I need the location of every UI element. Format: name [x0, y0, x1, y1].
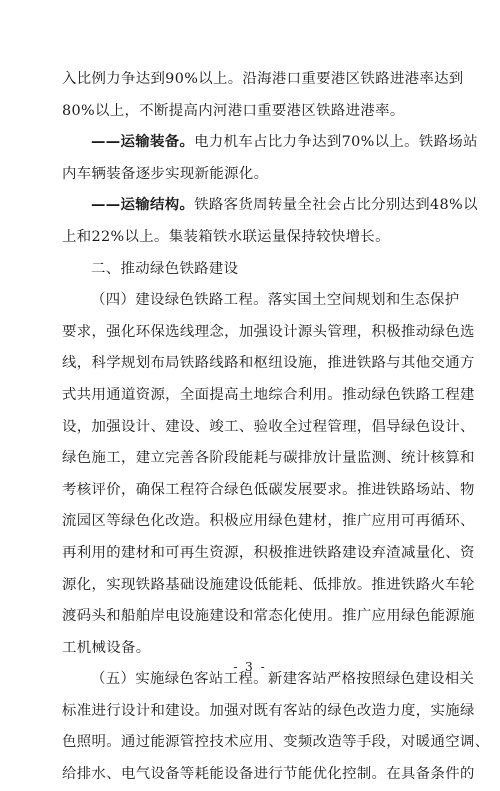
- text-line: 色照明。通过能源管控技术应用、变频改造等手段，对暖通空调、: [62, 734, 490, 751]
- text-segment: 新建客站严格按照绿色建设相关: [267, 671, 475, 688]
- text-line: 考核评价，确保工程符合绿色低碳发展要求。推进铁路场站、物: [62, 481, 475, 498]
- text-segment: 电力机车占比力争达到70%以上。铁路场站: [194, 134, 478, 151]
- paragraph-lead: （四）建设绿色铁路工程。: [91, 292, 268, 309]
- text-line: 渡码头和船舶岸电设施建设和常态化使用。推广应用绿色能源施: [62, 608, 475, 625]
- text-line: 内车辆装备逐步实现新能源化。: [62, 165, 269, 182]
- page-number: - 3 -: [233, 660, 267, 674]
- text-line: 80%以上，不断提高内河港口重要港区铁路进港率。: [62, 102, 405, 119]
- text-line: 上和22%以上。集装箱铁水联运量保持较快增长。: [62, 228, 390, 245]
- document-body: [62, 64, 490, 791]
- text-line: 工机械设备。: [62, 639, 151, 656]
- paragraph-lead: ——运输装备。: [91, 134, 195, 151]
- text-line: 线，科学规划布局铁路线路和枢纽设施，推进铁路与其他交通方: [62, 355, 475, 372]
- text-line: 流园区等绿色化改造。积极应用绿色建材，推广应用可再循环、: [62, 513, 475, 530]
- section-heading: 二、推动绿色铁路建设: [91, 260, 239, 277]
- paragraph-lead: ——运输结构。: [91, 197, 195, 214]
- text-line: 绿色施工，建立完善各阶段能耗与碳排放计量监测、统计核算和: [62, 450, 475, 467]
- text-line: 入比例力争达到90%以上。沿海港口重要港区铁路进港率达到: [62, 71, 464, 87]
- text-line: 给排水、电气设备等耗能设备进行节能优化控制。在具备条件的: [62, 766, 475, 783]
- paragraph-lead: （五）实施绿色客站工程。: [91, 671, 268, 688]
- text-segment: 铁路客货周转量全社会占比分别达到48%以: [194, 197, 478, 214]
- text-line: 再利用的建材和可再生资源，积极推进铁路建设弃渣减量化、资: [62, 544, 475, 561]
- text-segment: 落实国土空间规划和生态保护: [267, 292, 460, 309]
- text-line: 要求，强化环保选线理念，加强设计源头管理，积极推动绿色选: [62, 323, 475, 340]
- text-line: 式共用通道资源，全面提高土地综合利用。推动绿色铁路工程建: [62, 386, 475, 403]
- text-line: 设，加强设计、建设、竣工、验收全过程管理，倡导绿色设计、: [62, 418, 475, 435]
- paragraph-transport-equipment: [62, 127, 478, 159]
- paragraph-green-railway: [62, 285, 460, 317]
- paragraph-transport-structure: [62, 190, 478, 222]
- text-line: 标准进行设计和建设。加强对既有客站的绿色改造力度，实施绿: [62, 702, 475, 719]
- text-line: 源化，实现铁路基础设施建设低能耗、低排放。推进铁路火车轮: [62, 576, 475, 593]
